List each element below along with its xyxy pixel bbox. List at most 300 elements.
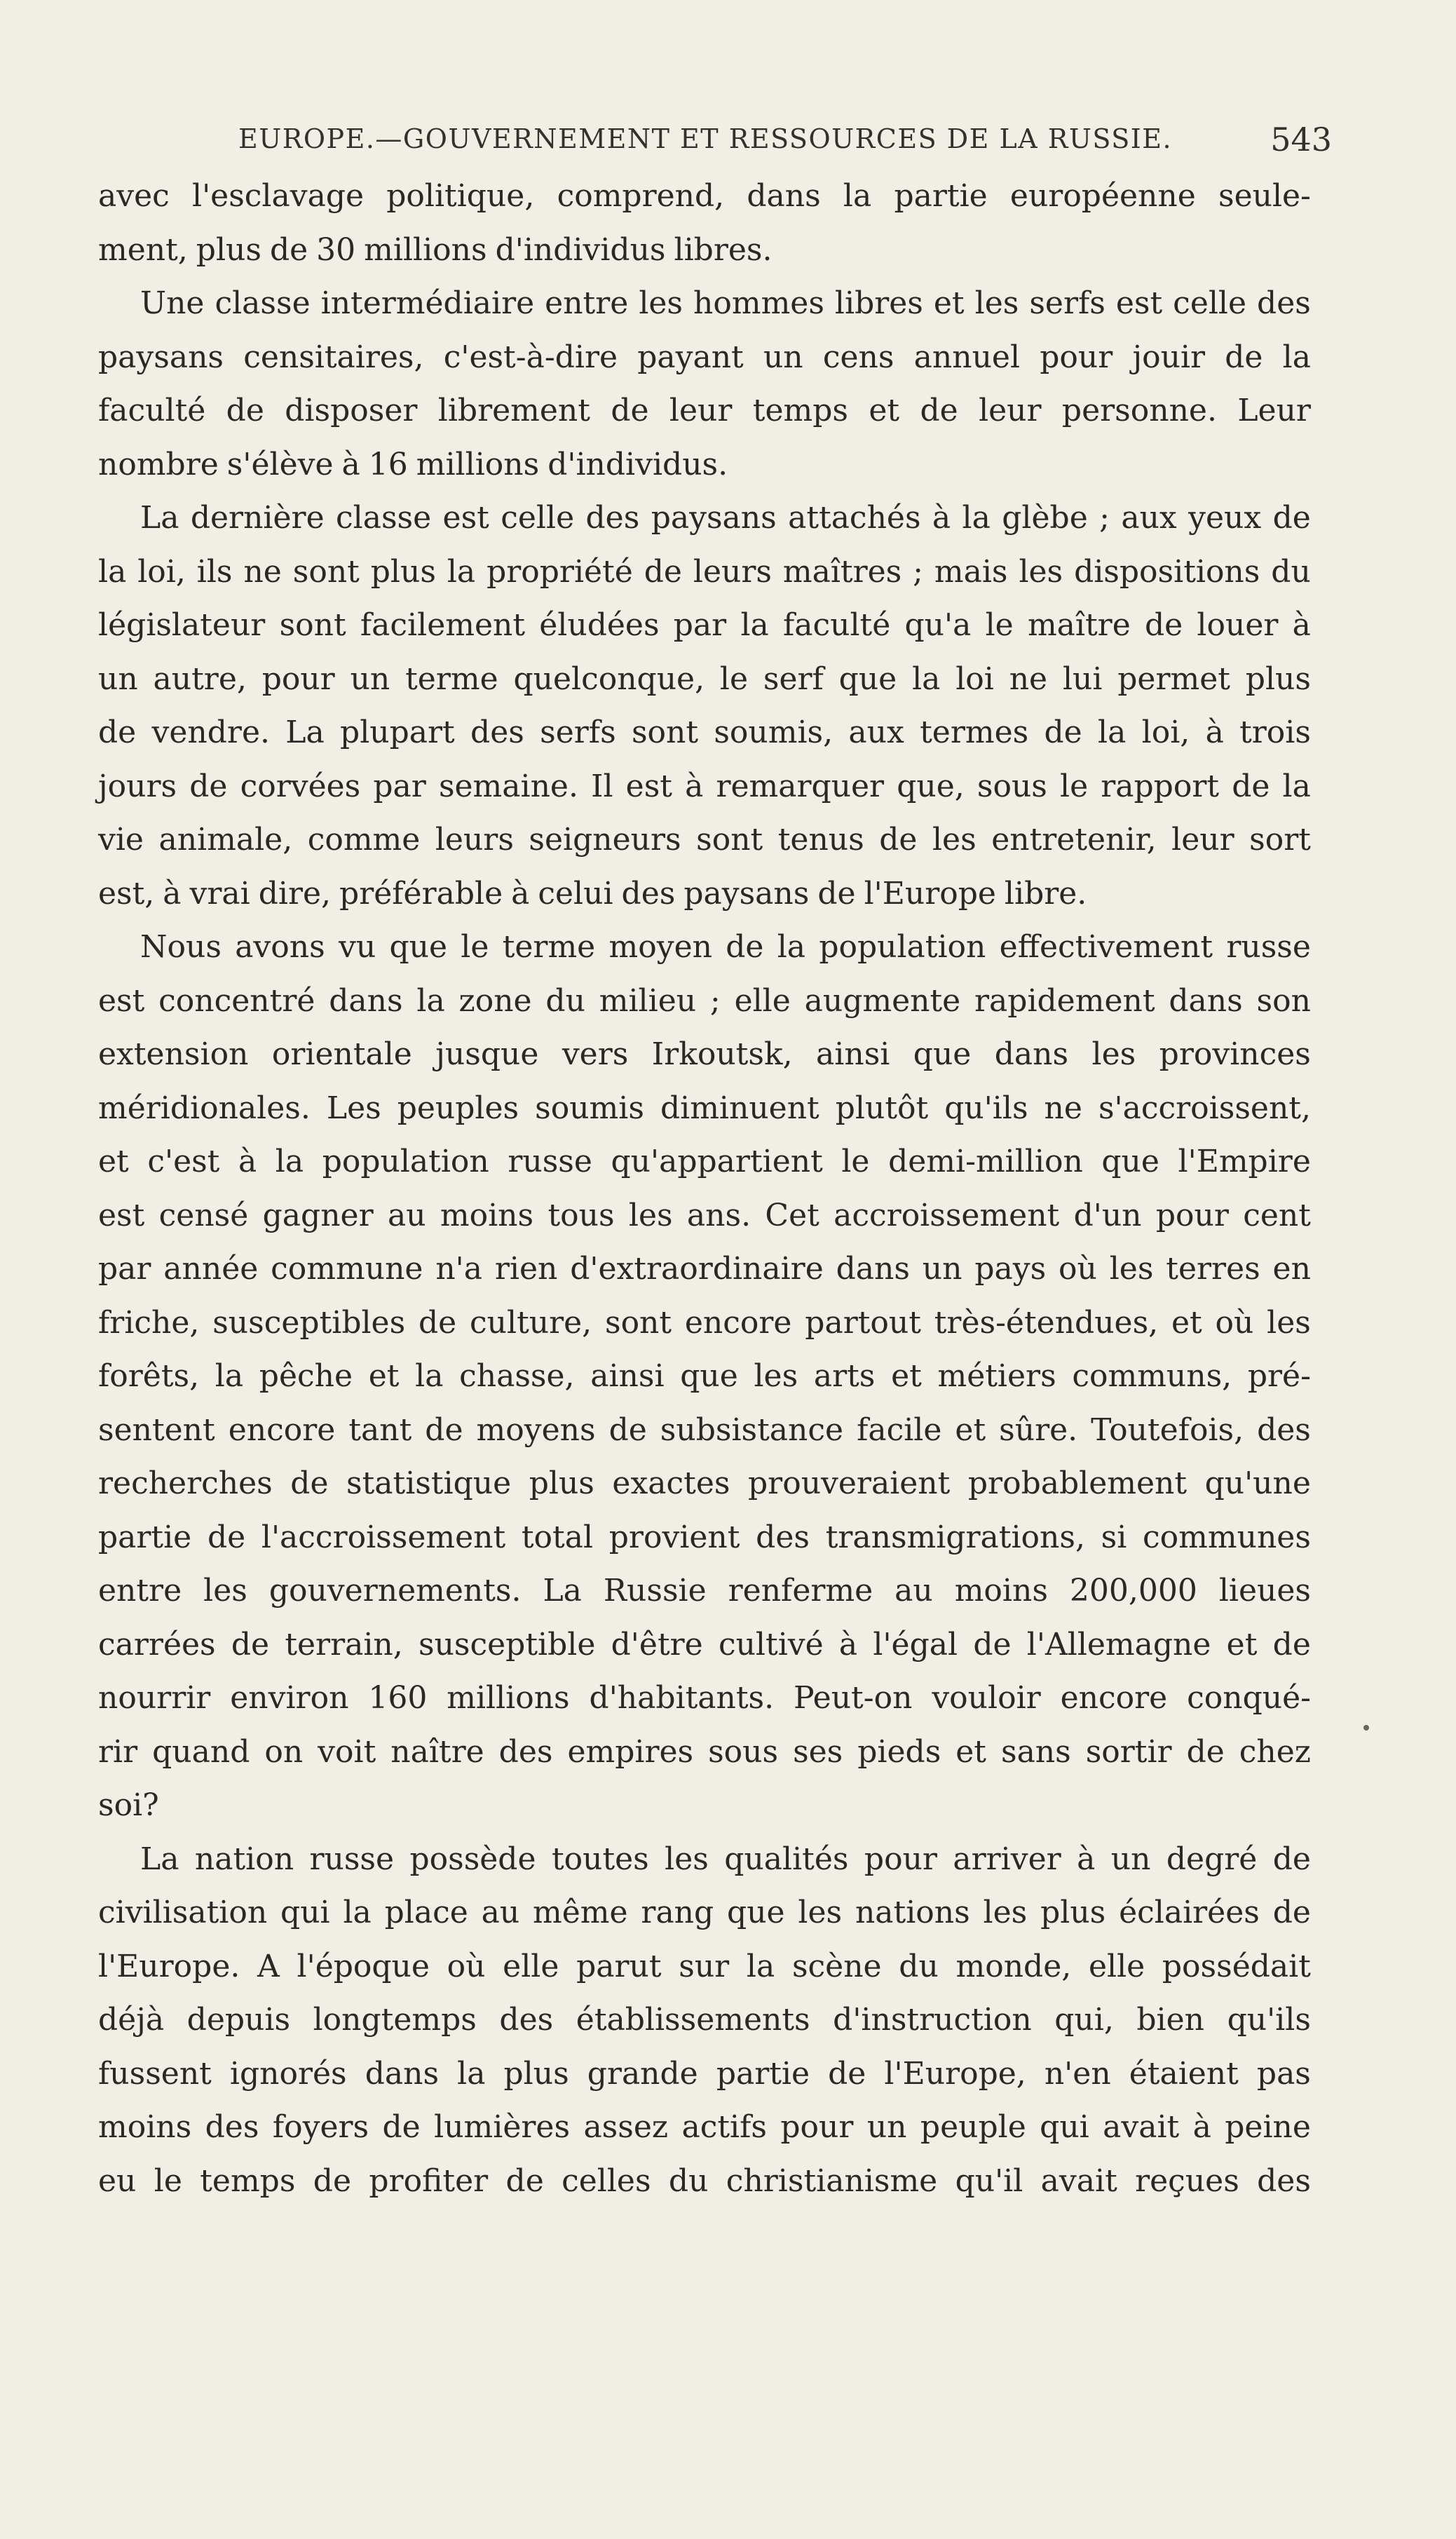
word: leur bbox=[979, 393, 1042, 428]
word: de bbox=[505, 2162, 544, 2199]
word: le bbox=[841, 1144, 870, 1179]
word: millions bbox=[416, 446, 540, 482]
word: celle bbox=[1173, 285, 1247, 321]
word: la bbox=[416, 982, 445, 1019]
word: au bbox=[894, 1573, 933, 1609]
word: prouveraient bbox=[748, 1465, 951, 1501]
word: des bbox=[756, 1519, 810, 1555]
word: moyen bbox=[608, 929, 712, 965]
word: classe bbox=[336, 500, 432, 536]
word: de bbox=[879, 822, 918, 858]
word: à bbox=[1205, 715, 1224, 750]
word: La bbox=[140, 1841, 179, 1877]
word: d'habitants. bbox=[589, 1680, 775, 1716]
word: des bbox=[470, 715, 524, 750]
word: les bbox=[639, 285, 683, 321]
text-line bbox=[98, 1672, 1311, 1726]
word: de bbox=[1232, 768, 1270, 804]
word: sont bbox=[604, 1304, 672, 1341]
word: du bbox=[1271, 553, 1311, 590]
word: qu'une bbox=[1204, 1465, 1311, 1501]
word: extension bbox=[98, 1036, 249, 1072]
word: grande bbox=[587, 2055, 698, 2092]
word: éclairées bbox=[1119, 1895, 1260, 1930]
word: vendre. bbox=[151, 715, 270, 750]
word: rapidement bbox=[974, 982, 1155, 1019]
word: que bbox=[680, 1358, 738, 1394]
word: méridionales. bbox=[98, 1090, 311, 1126]
word: entretenir, bbox=[991, 822, 1157, 858]
word: d'instruction bbox=[833, 2002, 1032, 2038]
word: l'égal bbox=[873, 1626, 958, 1663]
word: paysans bbox=[98, 339, 224, 375]
word: reçues bbox=[1135, 2162, 1239, 2199]
text-line bbox=[98, 1189, 1311, 1243]
word: carrées bbox=[98, 1626, 216, 1663]
word: la bbox=[1282, 339, 1311, 375]
word: Irkoutsk, bbox=[651, 1036, 793, 1072]
word: foyers bbox=[272, 2109, 369, 2145]
word: étaient bbox=[1129, 2055, 1239, 2092]
word: et bbox=[869, 393, 900, 428]
word: sont bbox=[696, 822, 763, 858]
word: facilement bbox=[360, 607, 526, 643]
word: cent bbox=[1243, 1197, 1311, 1233]
word: s'élève bbox=[226, 446, 334, 482]
word: vrai bbox=[189, 875, 250, 912]
word: libres bbox=[834, 285, 923, 321]
word: total bbox=[521, 1519, 594, 1555]
word: louer bbox=[1197, 607, 1279, 643]
word: Cet bbox=[765, 1197, 819, 1233]
word: elle bbox=[503, 1948, 559, 1984]
word: le bbox=[154, 2162, 182, 2199]
word: censé bbox=[158, 1197, 249, 1233]
text-line bbox=[98, 813, 1311, 867]
word: d'être bbox=[611, 1626, 703, 1663]
word: temps bbox=[752, 393, 848, 428]
word: nation bbox=[194, 1841, 294, 1877]
word: civilisation bbox=[98, 1895, 268, 1930]
text-line bbox=[98, 1940, 1311, 1994]
word: La bbox=[543, 1573, 582, 1609]
word: cens bbox=[822, 339, 894, 375]
word: qu'ils bbox=[944, 1090, 1028, 1126]
word: jouir bbox=[1132, 339, 1206, 375]
word: sont bbox=[631, 715, 699, 750]
word: parut bbox=[576, 1948, 662, 1984]
word: dans bbox=[994, 1036, 1069, 1072]
word: la bbox=[98, 553, 127, 590]
word: semaine. bbox=[438, 768, 578, 804]
word: profiter bbox=[369, 2162, 489, 2199]
word: depuis bbox=[186, 2002, 291, 2038]
word: plus bbox=[196, 231, 261, 268]
word: recherches bbox=[98, 1465, 273, 1501]
word: pré- bbox=[1247, 1358, 1311, 1394]
word: encore bbox=[228, 1411, 336, 1448]
word: commune bbox=[271, 1251, 423, 1287]
word: l'Allemagne bbox=[1026, 1626, 1211, 1663]
text-line bbox=[98, 1726, 1311, 1780]
word: assez bbox=[583, 2109, 669, 2145]
word: que bbox=[389, 929, 448, 965]
word: et bbox=[368, 1358, 400, 1394]
word: culture, bbox=[470, 1304, 592, 1341]
word: qu'appartient bbox=[611, 1144, 823, 1179]
word: sous bbox=[708, 1733, 779, 1770]
word: la bbox=[1098, 715, 1127, 750]
word: la bbox=[912, 661, 941, 697]
word: pour bbox=[780, 2109, 854, 2145]
word: de bbox=[1272, 500, 1311, 536]
word: qui bbox=[1040, 2109, 1089, 2145]
word: des bbox=[499, 2002, 554, 2038]
word: exactes bbox=[612, 1465, 730, 1501]
word: le bbox=[1060, 768, 1089, 804]
word: dans bbox=[836, 1251, 910, 1287]
word: serfs bbox=[540, 715, 616, 750]
word: les bbox=[754, 1358, 798, 1394]
word: des bbox=[585, 500, 640, 536]
word: scène bbox=[791, 1948, 882, 1984]
word: maîtres bbox=[782, 553, 902, 590]
word: orientale bbox=[271, 1036, 412, 1072]
word: de bbox=[920, 393, 958, 428]
word: dans bbox=[1169, 982, 1243, 1019]
word: vie bbox=[98, 822, 144, 858]
word: arriver bbox=[953, 1841, 1061, 1877]
text-line bbox=[98, 1457, 1311, 1511]
word: accroissement bbox=[834, 1197, 1060, 1233]
word: chasse, bbox=[459, 1358, 575, 1394]
word: de bbox=[419, 1304, 457, 1341]
word: la bbox=[457, 2055, 486, 2092]
word: pieds bbox=[857, 1733, 941, 1770]
word: pour bbox=[1040, 339, 1113, 375]
word: plus bbox=[529, 1465, 594, 1501]
word: politique, bbox=[386, 178, 535, 214]
word: ne bbox=[1009, 661, 1048, 697]
text-line bbox=[98, 224, 1311, 278]
word: leur bbox=[1171, 822, 1234, 858]
word: soumis bbox=[535, 1090, 644, 1126]
word: ; bbox=[1099, 500, 1110, 536]
word: ne bbox=[1044, 1090, 1082, 1126]
word: d'extraordinaire bbox=[570, 1251, 824, 1287]
word: faculté bbox=[782, 607, 891, 643]
word: dans bbox=[329, 982, 403, 1019]
word: paysans bbox=[683, 875, 810, 912]
word: possédait bbox=[1162, 1948, 1311, 1984]
word: de bbox=[207, 1519, 246, 1555]
word: préférable bbox=[339, 875, 503, 912]
word: qui, bbox=[1054, 2002, 1114, 2038]
word: naître bbox=[390, 1733, 484, 1770]
word: loi bbox=[955, 661, 994, 697]
word: termes bbox=[920, 715, 1029, 750]
word: que bbox=[913, 1036, 972, 1072]
word: pays bbox=[974, 1251, 1047, 1287]
word: rang bbox=[641, 1895, 714, 1930]
word: de bbox=[231, 1626, 270, 1663]
word: par bbox=[373, 768, 426, 804]
word: loi, bbox=[137, 553, 186, 590]
word: celles bbox=[562, 2162, 651, 2199]
word: de bbox=[425, 1411, 463, 1448]
word: peine bbox=[1225, 2109, 1311, 2145]
word: serfs bbox=[1029, 285, 1105, 321]
running-head: EUROPE.—GOUVERNEMENT ET RESSOURCES DE LA RUSSIE. bbox=[238, 123, 1173, 154]
word: où bbox=[1059, 1251, 1097, 1287]
body-text bbox=[98, 170, 1311, 2208]
word: animale, bbox=[158, 822, 293, 858]
word: et bbox=[98, 1144, 129, 1179]
word: comprend, bbox=[557, 178, 725, 214]
word: Leur bbox=[1237, 393, 1311, 428]
word: dire, bbox=[258, 875, 332, 912]
word: avait bbox=[1040, 2162, 1117, 2199]
word: même bbox=[533, 1895, 628, 1930]
word: déjà bbox=[98, 2002, 165, 2038]
text-line bbox=[98, 975, 1311, 1029]
word: quand bbox=[152, 1733, 250, 1770]
word: à bbox=[341, 446, 360, 482]
word: russe bbox=[508, 1144, 592, 1179]
text-line bbox=[98, 384, 1311, 438]
word: rapport bbox=[1101, 768, 1220, 804]
word: permet bbox=[1117, 661, 1230, 697]
word: librement bbox=[437, 393, 590, 428]
word: rir bbox=[98, 1733, 138, 1770]
word: les bbox=[798, 1895, 843, 1930]
word: par bbox=[98, 1251, 151, 1287]
word: celui bbox=[538, 875, 613, 912]
word: augmente bbox=[804, 982, 961, 1019]
word: législateur bbox=[98, 607, 266, 643]
word: bien bbox=[1136, 2002, 1205, 2038]
word: est bbox=[625, 768, 672, 804]
word: pour bbox=[864, 1841, 937, 1877]
word: de bbox=[828, 2055, 866, 2092]
word: avons bbox=[235, 929, 325, 965]
word: à bbox=[511, 875, 530, 912]
word: yeux bbox=[1188, 500, 1262, 536]
word: zone bbox=[458, 982, 532, 1019]
word: plus bbox=[1245, 661, 1311, 697]
word: sort bbox=[1249, 822, 1311, 858]
word: du bbox=[899, 1948, 939, 1984]
word: La bbox=[140, 500, 179, 536]
word: à bbox=[1192, 2109, 1211, 2145]
word: moyens bbox=[476, 1411, 596, 1448]
word: loi, bbox=[1141, 715, 1190, 750]
word: friche, bbox=[98, 1304, 200, 1341]
word: de bbox=[1225, 339, 1263, 375]
word: la bbox=[415, 1358, 444, 1394]
word: comme bbox=[307, 822, 421, 858]
word: La bbox=[285, 715, 325, 750]
word: pour bbox=[261, 661, 335, 697]
word: d'individus bbox=[495, 231, 666, 268]
word: ment, bbox=[98, 231, 188, 268]
word: nourrir bbox=[98, 1680, 211, 1716]
word: 30 bbox=[316, 231, 356, 268]
word: l'Empire bbox=[1178, 1144, 1311, 1179]
word: dispositions bbox=[1074, 553, 1260, 590]
word: plus bbox=[370, 553, 436, 590]
word: ne bbox=[243, 553, 282, 590]
word: et bbox=[933, 285, 965, 321]
word: n'a bbox=[435, 1251, 482, 1287]
word: empires bbox=[567, 1733, 694, 1770]
word: dernière bbox=[190, 500, 325, 536]
word: sont bbox=[279, 607, 346, 643]
word: plutôt bbox=[835, 1090, 929, 1126]
word: autre, bbox=[153, 661, 247, 697]
word: est bbox=[98, 982, 145, 1019]
word: éludées bbox=[539, 607, 660, 643]
word: des bbox=[498, 1733, 553, 1770]
word: soumis, bbox=[714, 715, 834, 750]
word: de bbox=[98, 715, 137, 750]
word: concentré bbox=[158, 982, 315, 1019]
word: renferme bbox=[728, 1573, 873, 1609]
word: où bbox=[447, 1948, 486, 1984]
text-line bbox=[98, 1779, 1311, 1833]
word: tant bbox=[348, 1411, 412, 1448]
word: la bbox=[962, 500, 991, 536]
word: place bbox=[384, 1895, 468, 1930]
word: un bbox=[1110, 1841, 1151, 1877]
word: le bbox=[461, 929, 489, 965]
word: sûre. bbox=[999, 1411, 1078, 1448]
word: de bbox=[226, 393, 264, 428]
word: ainsi bbox=[590, 1358, 665, 1394]
word: un bbox=[922, 1251, 962, 1287]
word: chez bbox=[1239, 1733, 1311, 1770]
word: la bbox=[777, 929, 806, 965]
word: susceptible bbox=[419, 1626, 596, 1663]
word: classe bbox=[215, 285, 311, 321]
text-line bbox=[98, 921, 1311, 975]
word: facile bbox=[857, 1411, 942, 1448]
word: seigneurs bbox=[529, 822, 681, 858]
word: leur bbox=[669, 393, 733, 428]
word: qu'a bbox=[904, 607, 972, 643]
text-line bbox=[98, 1618, 1311, 1672]
word: dans bbox=[365, 2055, 440, 2092]
word: actifs bbox=[681, 2109, 767, 2145]
word: vu bbox=[338, 929, 376, 965]
word: la bbox=[746, 1948, 775, 1984]
word: millions bbox=[447, 1680, 570, 1716]
word: communes bbox=[1143, 1519, 1311, 1555]
word: glèbe bbox=[1002, 500, 1088, 536]
word: et bbox=[1226, 1626, 1258, 1663]
word: arts bbox=[813, 1358, 876, 1394]
word: si bbox=[1101, 1519, 1127, 1555]
word: partout bbox=[805, 1304, 921, 1341]
word: terme bbox=[502, 929, 596, 965]
word: qualités bbox=[724, 1841, 849, 1877]
word: à bbox=[838, 1626, 858, 1663]
word: ; bbox=[913, 553, 923, 590]
word: Les bbox=[326, 1090, 381, 1126]
word: d'individus. bbox=[547, 446, 728, 482]
word: en bbox=[1272, 1251, 1311, 1287]
word: quelconque, bbox=[513, 661, 705, 697]
word: libres. bbox=[674, 231, 773, 268]
word: de bbox=[313, 2162, 352, 2199]
word: voit bbox=[318, 1733, 376, 1770]
word: Russie bbox=[603, 1573, 707, 1609]
word: dans bbox=[747, 178, 821, 214]
word: paysans bbox=[651, 500, 777, 536]
word: terme bbox=[405, 661, 498, 697]
margin-speck bbox=[1363, 1725, 1369, 1731]
word: nombre bbox=[98, 446, 219, 482]
word: annuel bbox=[913, 339, 1021, 375]
word: que, bbox=[897, 768, 965, 804]
word: Une bbox=[140, 285, 205, 321]
word: moins bbox=[98, 2109, 192, 2145]
word: des bbox=[621, 875, 676, 912]
word: de bbox=[1272, 1895, 1311, 1930]
word: les bbox=[1019, 553, 1063, 590]
word: ; bbox=[709, 982, 721, 1019]
page-number: 543 bbox=[1270, 121, 1332, 158]
word: que bbox=[1101, 1144, 1159, 1179]
text-line bbox=[98, 546, 1311, 600]
word: sur bbox=[679, 1948, 730, 1984]
word: de bbox=[726, 929, 764, 965]
text-line bbox=[98, 277, 1311, 331]
word: intermédiaire bbox=[320, 285, 535, 321]
word: à bbox=[1077, 1841, 1096, 1877]
word: personne. bbox=[1061, 393, 1217, 428]
word: degré bbox=[1166, 1841, 1258, 1877]
word: l'Europe. bbox=[98, 1948, 240, 1984]
word: où bbox=[1215, 1304, 1254, 1341]
word: des bbox=[1257, 285, 1311, 321]
word: sont bbox=[292, 553, 360, 590]
word: l'époque bbox=[297, 1948, 430, 1984]
word: mais bbox=[934, 553, 1008, 590]
word: faculté bbox=[98, 393, 206, 428]
word: subsistance bbox=[660, 1411, 844, 1448]
text-line bbox=[98, 1404, 1311, 1458]
word: la bbox=[215, 1358, 244, 1394]
word: libre. bbox=[1004, 875, 1087, 912]
word: soi? bbox=[98, 1787, 159, 1823]
word: provinces bbox=[1159, 1036, 1311, 1072]
text-line bbox=[98, 2155, 1311, 2209]
word: la bbox=[275, 1144, 304, 1179]
word: c'est-à-dire bbox=[443, 339, 618, 375]
word: population bbox=[322, 1144, 489, 1179]
word: payant bbox=[637, 339, 744, 375]
word: ses bbox=[793, 1733, 843, 1770]
word: provient bbox=[608, 1519, 740, 1555]
word: lui bbox=[1062, 661, 1103, 697]
word: christianisme bbox=[726, 2162, 938, 2199]
text-line bbox=[98, 1993, 1311, 2047]
word: un bbox=[866, 2109, 907, 2145]
word: Il bbox=[591, 768, 613, 804]
word: peuples bbox=[397, 1090, 519, 1126]
word: pour bbox=[1155, 1197, 1229, 1233]
